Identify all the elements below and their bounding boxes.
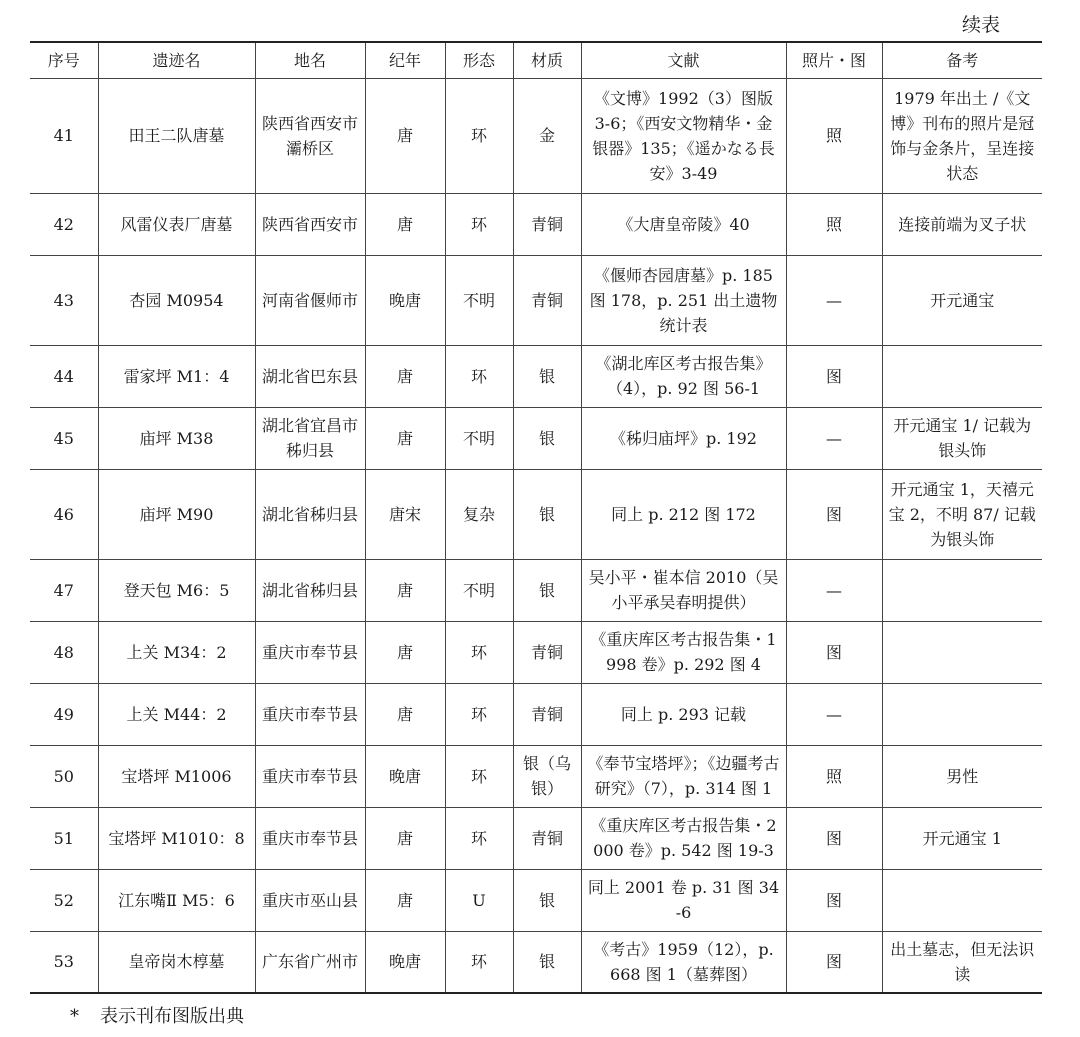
cell-remark xyxy=(882,559,1042,621)
cell-form: 环 xyxy=(445,621,513,683)
cell-material: 青铜 xyxy=(513,621,581,683)
cell-media: — xyxy=(786,559,882,621)
cell-site: 皇帝岗木椁墓 xyxy=(98,931,255,993)
cell-place: 广东省广州市 xyxy=(255,931,365,993)
cell-media: — xyxy=(786,255,882,345)
table-header-row xyxy=(30,42,1042,78)
cell-media: 图 xyxy=(786,869,882,931)
cell-no: 47 xyxy=(30,559,98,621)
cell-place: 湖北省秭归县 xyxy=(255,469,365,559)
cell-reference: 《奉节宝塔坪》；《边疆考古研究》（7），p. 314 图 1 xyxy=(581,745,786,807)
cell-era: 唐 xyxy=(365,345,445,407)
cell-era: 唐宋 xyxy=(365,469,445,559)
cell-place: 重庆市奉节县 xyxy=(255,621,365,683)
cell-media: 图 xyxy=(786,807,882,869)
cell-no: 45 xyxy=(30,407,98,469)
cell-no: 43 xyxy=(30,255,98,345)
cell-era: 晚唐 xyxy=(365,931,445,993)
cell-era: 晚唐 xyxy=(365,745,445,807)
table-row xyxy=(30,931,1042,993)
cell-form: 环 xyxy=(445,807,513,869)
cell-remark: 开元通宝 xyxy=(882,255,1042,345)
cell-media: 图 xyxy=(786,469,882,559)
cell-media: 图 xyxy=(786,345,882,407)
table-row xyxy=(30,255,1042,345)
cell-form: 环 xyxy=(445,683,513,745)
cell-reference: 《湖北库区考古报告集》（4），p. 92 图 56-1 xyxy=(581,345,786,407)
table-row xyxy=(30,683,1042,745)
cell-form: 不明 xyxy=(445,559,513,621)
cell-reference: 《重庆库区考古报告集・2000 卷》p. 542 图 19-3 xyxy=(581,807,786,869)
cell-media: — xyxy=(786,683,882,745)
cell-material: 银 xyxy=(513,869,581,931)
cell-media: 照 xyxy=(786,193,882,255)
cell-form: 环 xyxy=(445,345,513,407)
artifact-table xyxy=(30,41,1042,994)
cell-site: 田王二队唐墓 xyxy=(98,78,255,193)
cell-no: 42 xyxy=(30,193,98,255)
table-row xyxy=(30,193,1042,255)
header-era: 纪年 xyxy=(365,42,445,78)
cell-material: 青铜 xyxy=(513,193,581,255)
cell-place: 重庆市奉节县 xyxy=(255,683,365,745)
header-material: 材质 xyxy=(513,42,581,78)
cell-place: 重庆市奉节县 xyxy=(255,807,365,869)
table-row xyxy=(30,869,1042,931)
cell-reference: 《文博》1992（3）图版 3-6；《西安文物精华・金银器》135；《遥かなる長安》3-49 xyxy=(581,78,786,193)
table-row xyxy=(30,559,1042,621)
cell-media: 图 xyxy=(786,931,882,993)
cell-era: 唐 xyxy=(365,193,445,255)
cell-no: 52 xyxy=(30,869,98,931)
cell-remark: 男性 xyxy=(882,745,1042,807)
header-media: 照片・图 xyxy=(786,42,882,78)
table-row xyxy=(30,407,1042,469)
cell-no: 48 xyxy=(30,621,98,683)
table-row xyxy=(30,745,1042,807)
cell-place: 陕西省西安市灞桥区 xyxy=(255,78,365,193)
footnote xyxy=(70,1002,244,1028)
cell-era: 唐 xyxy=(365,559,445,621)
cell-material: 青铜 xyxy=(513,807,581,869)
cell-material: 金 xyxy=(513,78,581,193)
cell-reference: 同上 2001 卷 p. 31 图 34-6 xyxy=(581,869,786,931)
cell-reference: 《重庆库区考古报告集・1998 卷》p. 292 图 4 xyxy=(581,621,786,683)
cell-site: 庙坪 M38 xyxy=(98,407,255,469)
cell-remark xyxy=(882,345,1042,407)
cell-media: 照 xyxy=(786,745,882,807)
cell-material: 银 xyxy=(513,469,581,559)
cell-media: 照 xyxy=(786,78,882,193)
header-reference: 文献 xyxy=(581,42,786,78)
cell-reference: 吴小平・崔本信 2010（吴小平承吴春明提供） xyxy=(581,559,786,621)
cell-era: 唐 xyxy=(365,807,445,869)
header-site: 遗迹名 xyxy=(98,42,255,78)
cell-remark xyxy=(882,683,1042,745)
cell-remark: 连接前端为叉子状 xyxy=(882,193,1042,255)
cell-remark: 1979 年出土 /《文博》刊布的照片是冠饰与金条片，呈连接状态 xyxy=(882,78,1042,193)
cell-reference: 《偃师杏园唐墓》p. 185 图 178，p. 251 出土遗物统计表 xyxy=(581,255,786,345)
cell-no: 41 xyxy=(30,78,98,193)
cell-place: 陕西省西安市 xyxy=(255,193,365,255)
continued-table-label: 续表 xyxy=(962,14,1001,36)
cell-era: 唐 xyxy=(365,683,445,745)
cell-site: 上关 M44：2 xyxy=(98,683,255,745)
footnote-text: 表示刊布图版出典 xyxy=(100,1006,244,1027)
cell-material: 青铜 xyxy=(513,683,581,745)
cell-no: 50 xyxy=(30,745,98,807)
cell-site: 庙坪 M90 xyxy=(98,469,255,559)
cell-remark: 开元通宝 1，天禧元宝 2，不明 87/ 记载为银头饰 xyxy=(882,469,1042,559)
table-row xyxy=(30,345,1042,407)
cell-era: 晚唐 xyxy=(365,255,445,345)
header-remark: 备考 xyxy=(882,42,1042,78)
cell-place: 湖北省巴东县 xyxy=(255,345,365,407)
cell-no: 49 xyxy=(30,683,98,745)
cell-material: 银 xyxy=(513,931,581,993)
table-row xyxy=(30,469,1042,559)
cell-form: 复杂 xyxy=(445,469,513,559)
cell-reference: 《考古》1959（12），p. 668 图 1（墓葬图） xyxy=(581,931,786,993)
cell-material: 青铜 xyxy=(513,255,581,345)
header-form: 形态 xyxy=(445,42,513,78)
cell-no: 53 xyxy=(30,931,98,993)
cell-era: 唐 xyxy=(365,621,445,683)
cell-era: 唐 xyxy=(365,78,445,193)
cell-site: 宝塔坪 M1006 xyxy=(98,745,255,807)
cell-form: 不明 xyxy=(445,407,513,469)
cell-place: 河南省偃师市 xyxy=(255,255,365,345)
cell-form: U xyxy=(445,869,513,931)
cell-site: 风雷仪表厂唐墓 xyxy=(98,193,255,255)
header-place: 地名 xyxy=(255,42,365,78)
cell-site: 江东嘴Ⅱ M5：6 xyxy=(98,869,255,931)
cell-media: 图 xyxy=(786,621,882,683)
cell-no: 44 xyxy=(30,345,98,407)
cell-form: 不明 xyxy=(445,255,513,345)
table-body xyxy=(30,78,1042,993)
header-no: 序号 xyxy=(30,42,98,78)
table-row xyxy=(30,78,1042,193)
cell-site: 雷家坪 M1：4 xyxy=(98,345,255,407)
cell-material: 银 xyxy=(513,345,581,407)
table-row xyxy=(30,807,1042,869)
cell-reference: 同上 p. 293 记载 xyxy=(581,683,786,745)
cell-remark: 开元通宝 1 xyxy=(882,807,1042,869)
cell-form: 环 xyxy=(445,745,513,807)
cell-no: 51 xyxy=(30,807,98,869)
cell-site: 宝塔坪 M1010：8 xyxy=(98,807,255,869)
cell-no: 46 xyxy=(30,469,98,559)
cell-site: 登天包 M6：5 xyxy=(98,559,255,621)
cell-form: 环 xyxy=(445,193,513,255)
cell-remark xyxy=(882,869,1042,931)
cell-era: 唐 xyxy=(365,407,445,469)
table-row xyxy=(30,621,1042,683)
cell-place: 湖北省秭归县 xyxy=(255,559,365,621)
cell-place: 湖北省宜昌市秭归县 xyxy=(255,407,365,469)
cell-reference: 同上 p. 212 图 172 xyxy=(581,469,786,559)
cell-remark: 出土墓志，但无法识读 xyxy=(882,931,1042,993)
cell-era: 唐 xyxy=(365,869,445,931)
cell-reference: 《大唐皇帝陵》40 xyxy=(581,193,786,255)
cell-material: 银 xyxy=(513,559,581,621)
cell-remark xyxy=(882,621,1042,683)
cell-form: 环 xyxy=(445,78,513,193)
cell-form: 环 xyxy=(445,931,513,993)
cell-reference: 《秭归庙坪》p. 192 xyxy=(581,407,786,469)
cell-remark: 开元通宝 1/ 记载为银头饰 xyxy=(882,407,1042,469)
cell-place: 重庆市奉节县 xyxy=(255,745,365,807)
footnote-symbol: * xyxy=(70,1006,79,1027)
cell-media: — xyxy=(786,407,882,469)
cell-place: 重庆市巫山县 xyxy=(255,869,365,931)
cell-material: 银（乌银） xyxy=(513,745,581,807)
cell-site: 杏园 M0954 xyxy=(98,255,255,345)
cell-material: 银 xyxy=(513,407,581,469)
cell-site: 上关 M34：2 xyxy=(98,621,255,683)
